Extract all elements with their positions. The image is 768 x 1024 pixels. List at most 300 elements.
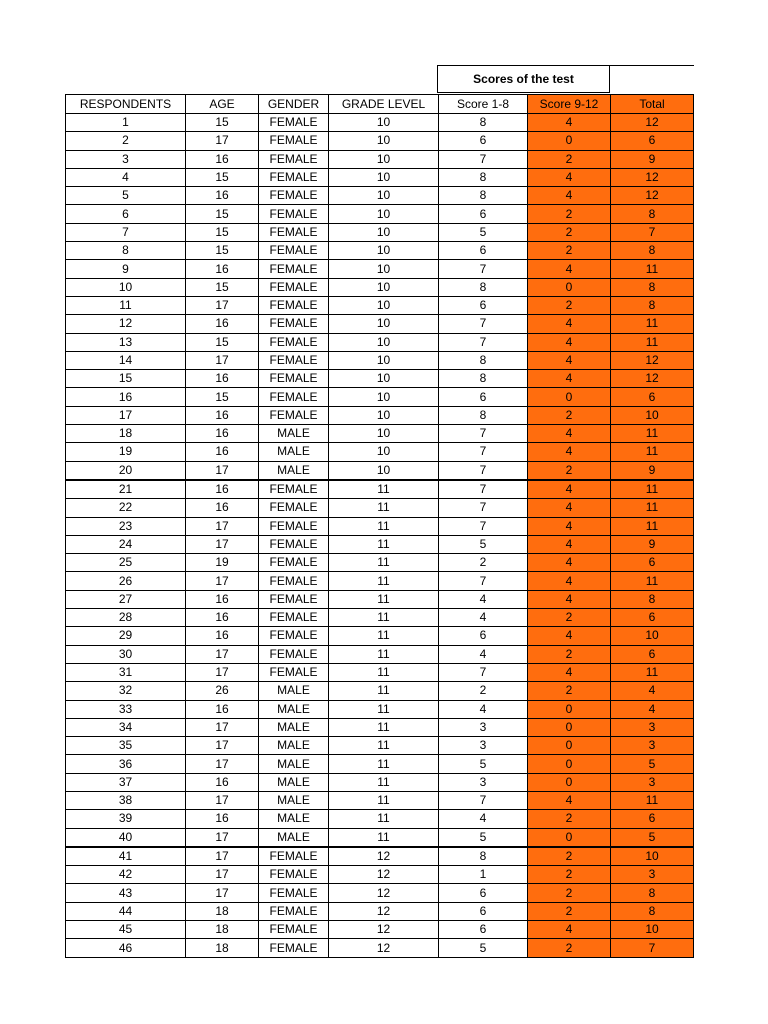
grade-level-cell: 12 <box>329 847 439 866</box>
gender-cell: MALE <box>259 755 329 773</box>
table-row <box>66 315 694 333</box>
gender-cell: FEMALE <box>259 370 329 388</box>
score-1-8-cell: 7 <box>439 260 528 278</box>
total-cell: 6 <box>611 554 694 572</box>
table-row <box>66 168 694 186</box>
gender-cell: FEMALE <box>259 939 329 957</box>
total-cell: 11 <box>611 443 694 461</box>
score-9-12-cell: 2 <box>528 205 611 223</box>
score-9-12-cell: 4 <box>528 554 611 572</box>
total-cell: 11 <box>611 315 694 333</box>
age-cell: 15 <box>186 333 259 351</box>
score-9-12-cell: 2 <box>528 866 611 884</box>
table-row <box>66 939 694 957</box>
score-1-8-cell: 5 <box>439 223 528 241</box>
respondent-cell: 34 <box>66 718 186 736</box>
table-row <box>66 663 694 681</box>
header-respondents: RESPONDENTS <box>66 95 186 114</box>
score-1-8-cell: 6 <box>439 296 528 314</box>
score-1-8-cell: 7 <box>439 517 528 535</box>
total-cell: 8 <box>611 242 694 260</box>
age-cell: 17 <box>186 755 259 773</box>
grade-level-cell: 10 <box>329 205 439 223</box>
respondent-cell: 7 <box>66 223 186 241</box>
header-total: Total <box>611 95 694 114</box>
grade-level-cell: 10 <box>329 333 439 351</box>
grade-level-cell: 10 <box>329 315 439 333</box>
score-1-8-cell: 7 <box>439 333 528 351</box>
score-9-12-cell: 2 <box>528 242 611 260</box>
total-cell: 5 <box>611 828 694 847</box>
table-row <box>66 150 694 168</box>
total-cell: 9 <box>611 535 694 553</box>
total-cell: 9 <box>611 150 694 168</box>
age-cell: 26 <box>186 682 259 700</box>
age-cell: 16 <box>186 480 259 499</box>
respondent-cell: 13 <box>66 333 186 351</box>
respondent-cell: 41 <box>66 847 186 866</box>
score-1-8-cell: 4 <box>439 810 528 828</box>
table-row <box>66 791 694 809</box>
score-1-8-cell: 6 <box>439 902 528 920</box>
gender-cell: MALE <box>259 461 329 480</box>
total-cell: 10 <box>611 921 694 939</box>
grade-level-cell: 10 <box>329 242 439 260</box>
table-row <box>66 425 694 443</box>
total-cell: 11 <box>611 333 694 351</box>
score-9-12-cell: 2 <box>528 223 611 241</box>
score-1-8-cell: 8 <box>439 187 528 205</box>
score-1-8-cell: 8 <box>439 847 528 866</box>
age-cell: 17 <box>186 884 259 902</box>
age-cell: 16 <box>186 406 259 424</box>
gender-cell: MALE <box>259 828 329 847</box>
super-header-blank-cell <box>610 66 694 93</box>
total-cell: 12 <box>611 370 694 388</box>
respondent-cell: 10 <box>66 278 186 296</box>
total-cell: 10 <box>611 847 694 866</box>
age-cell: 17 <box>186 828 259 847</box>
total-cell: 6 <box>611 132 694 150</box>
gender-cell: FEMALE <box>259 223 329 241</box>
total-cell: 3 <box>611 773 694 791</box>
table-row <box>66 847 694 866</box>
score-1-8-cell: 1 <box>439 866 528 884</box>
score-9-12-cell: 4 <box>528 499 611 517</box>
gender-cell: FEMALE <box>259 351 329 369</box>
table-row <box>66 902 694 920</box>
respondent-cell: 5 <box>66 187 186 205</box>
table-row <box>66 810 694 828</box>
grade-level-cell: 11 <box>329 700 439 718</box>
respondent-cell: 45 <box>66 921 186 939</box>
score-1-8-cell: 6 <box>439 205 528 223</box>
score-1-8-cell: 6 <box>439 884 528 902</box>
total-cell: 5 <box>611 755 694 773</box>
score-9-12-cell: 4 <box>528 921 611 939</box>
table-row <box>66 461 694 480</box>
grade-level-cell: 11 <box>329 517 439 535</box>
table-row <box>66 517 694 535</box>
total-cell: 8 <box>611 590 694 608</box>
respondent-cell: 28 <box>66 609 186 627</box>
grade-level-cell: 11 <box>329 645 439 663</box>
table-row <box>66 609 694 627</box>
respondent-cell: 43 <box>66 884 186 902</box>
score-1-8-cell: 7 <box>439 425 528 443</box>
score-9-12-cell: 0 <box>528 773 611 791</box>
respondent-cell: 29 <box>66 627 186 645</box>
total-cell: 7 <box>611 223 694 241</box>
respondent-cell: 2 <box>66 132 186 150</box>
score-9-12-cell: 2 <box>528 645 611 663</box>
table-row <box>66 682 694 700</box>
age-cell: 16 <box>186 260 259 278</box>
score-9-12-cell: 4 <box>528 791 611 809</box>
gender-cell: FEMALE <box>259 590 329 608</box>
table-row <box>66 187 694 205</box>
table-row <box>66 114 694 132</box>
gender-cell: MALE <box>259 682 329 700</box>
header-score-1-8: Score 1-8 <box>439 95 528 114</box>
age-cell: 17 <box>186 645 259 663</box>
table-row <box>66 755 694 773</box>
grade-level-cell: 10 <box>329 260 439 278</box>
score-1-8-cell: 7 <box>439 443 528 461</box>
score-1-8-cell: 7 <box>439 663 528 681</box>
age-cell: 17 <box>186 847 259 866</box>
grade-level-cell: 11 <box>329 609 439 627</box>
table-row <box>66 406 694 424</box>
score-9-12-cell: 0 <box>528 755 611 773</box>
grade-level-cell: 11 <box>329 682 439 700</box>
gender-cell: FEMALE <box>259 150 329 168</box>
table-row <box>66 388 694 406</box>
table-row <box>66 554 694 572</box>
scores-super-header <box>437 65 694 93</box>
table-body <box>66 114 694 958</box>
age-cell: 17 <box>186 866 259 884</box>
grade-level-cell: 11 <box>329 791 439 809</box>
grade-level-cell: 10 <box>329 351 439 369</box>
score-1-8-cell: 8 <box>439 168 528 186</box>
respondent-cell: 4 <box>66 168 186 186</box>
score-9-12-cell: 4 <box>528 535 611 553</box>
gender-cell: FEMALE <box>259 296 329 314</box>
table-row <box>66 205 694 223</box>
score-9-12-cell: 0 <box>528 737 611 755</box>
age-cell: 15 <box>186 278 259 296</box>
gender-cell: FEMALE <box>259 499 329 517</box>
gender-cell: FEMALE <box>259 902 329 920</box>
table-row <box>66 242 694 260</box>
gender-cell: FEMALE <box>259 315 329 333</box>
total-cell: 8 <box>611 296 694 314</box>
respondent-cell: 12 <box>66 315 186 333</box>
age-cell: 15 <box>186 388 259 406</box>
age-cell: 15 <box>186 223 259 241</box>
score-9-12-cell: 4 <box>528 351 611 369</box>
score-9-12-cell: 0 <box>528 132 611 150</box>
respondent-cell: 32 <box>66 682 186 700</box>
respondent-cell: 19 <box>66 443 186 461</box>
score-9-12-cell: 4 <box>528 370 611 388</box>
respondent-cell: 9 <box>66 260 186 278</box>
respondent-cell: 20 <box>66 461 186 480</box>
score-1-8-cell: 5 <box>439 828 528 847</box>
grade-level-cell: 10 <box>329 150 439 168</box>
score-1-8-cell: 6 <box>439 132 528 150</box>
age-cell: 16 <box>186 187 259 205</box>
table-row <box>66 645 694 663</box>
total-cell: 12 <box>611 187 694 205</box>
grade-level-cell: 11 <box>329 535 439 553</box>
table-row <box>66 260 694 278</box>
gender-cell: FEMALE <box>259 260 329 278</box>
grade-level-cell: 11 <box>329 590 439 608</box>
gender-cell: FEMALE <box>259 388 329 406</box>
grade-level-cell: 11 <box>329 627 439 645</box>
gender-cell: FEMALE <box>259 921 329 939</box>
grade-level-cell: 11 <box>329 554 439 572</box>
age-cell: 16 <box>186 370 259 388</box>
table-row <box>66 132 694 150</box>
respondent-cell: 14 <box>66 351 186 369</box>
table-row <box>66 884 694 902</box>
age-cell: 17 <box>186 351 259 369</box>
total-cell: 10 <box>611 406 694 424</box>
total-cell: 11 <box>611 499 694 517</box>
gender-cell: FEMALE <box>259 205 329 223</box>
respondent-cell: 35 <box>66 737 186 755</box>
total-cell: 11 <box>611 572 694 590</box>
total-cell: 10 <box>611 627 694 645</box>
table-row <box>66 572 694 590</box>
score-9-12-cell: 0 <box>528 718 611 736</box>
age-cell: 16 <box>186 499 259 517</box>
respondent-cell: 44 <box>66 902 186 920</box>
gender-cell: FEMALE <box>259 168 329 186</box>
gender-cell: FEMALE <box>259 114 329 132</box>
score-1-8-cell: 2 <box>439 682 528 700</box>
respondent-cell: 1 <box>66 114 186 132</box>
score-1-8-cell: 3 <box>439 718 528 736</box>
age-cell: 16 <box>186 609 259 627</box>
total-cell: 3 <box>611 718 694 736</box>
score-1-8-cell: 2 <box>439 554 528 572</box>
grade-level-cell: 10 <box>329 388 439 406</box>
age-cell: 16 <box>186 425 259 443</box>
header-gender: GENDER <box>259 95 329 114</box>
gender-cell: FEMALE <box>259 242 329 260</box>
score-9-12-cell: 2 <box>528 296 611 314</box>
score-1-8-cell: 4 <box>439 700 528 718</box>
grade-level-cell: 12 <box>329 921 439 939</box>
score-1-8-cell: 5 <box>439 535 528 553</box>
total-cell: 12 <box>611 351 694 369</box>
score-9-12-cell: 2 <box>528 461 611 480</box>
total-cell: 4 <box>611 682 694 700</box>
grade-level-cell: 10 <box>329 296 439 314</box>
gender-cell: FEMALE <box>259 663 329 681</box>
score-9-12-cell: 0 <box>528 700 611 718</box>
table-row <box>66 921 694 939</box>
score-9-12-cell: 2 <box>528 902 611 920</box>
total-cell: 3 <box>611 737 694 755</box>
age-cell: 16 <box>186 700 259 718</box>
table-row <box>66 700 694 718</box>
respondent-cell: 31 <box>66 663 186 681</box>
gender-cell: MALE <box>259 718 329 736</box>
age-cell: 15 <box>186 114 259 132</box>
table-row <box>66 278 694 296</box>
gender-cell: FEMALE <box>259 187 329 205</box>
grade-level-cell: 11 <box>329 718 439 736</box>
score-9-12-cell: 4 <box>528 627 611 645</box>
age-cell: 17 <box>186 296 259 314</box>
score-9-12-cell: 4 <box>528 187 611 205</box>
table-row <box>66 773 694 791</box>
age-cell: 17 <box>186 663 259 681</box>
grade-level-cell: 10 <box>329 168 439 186</box>
total-cell: 7 <box>611 939 694 957</box>
gender-cell: FEMALE <box>259 884 329 902</box>
score-1-8-cell: 6 <box>439 921 528 939</box>
gender-cell: MALE <box>259 773 329 791</box>
grade-level-cell: 11 <box>329 773 439 791</box>
gender-cell: FEMALE <box>259 609 329 627</box>
total-cell: 9 <box>611 461 694 480</box>
grade-level-cell: 11 <box>329 572 439 590</box>
respondents-table <box>65 94 694 958</box>
score-9-12-cell: 0 <box>528 278 611 296</box>
table-row <box>66 828 694 847</box>
gender-cell: MALE <box>259 810 329 828</box>
respondent-cell: 18 <box>66 425 186 443</box>
table-row <box>66 370 694 388</box>
total-cell: 11 <box>611 791 694 809</box>
score-9-12-cell: 4 <box>528 260 611 278</box>
gender-cell: FEMALE <box>259 406 329 424</box>
age-cell: 17 <box>186 535 259 553</box>
age-cell: 16 <box>186 590 259 608</box>
respondent-cell: 33 <box>66 700 186 718</box>
total-cell: 11 <box>611 480 694 499</box>
table-row <box>66 443 694 461</box>
score-9-12-cell: 2 <box>528 939 611 957</box>
total-cell: 6 <box>611 645 694 663</box>
gender-cell: FEMALE <box>259 333 329 351</box>
respondent-cell: 24 <box>66 535 186 553</box>
score-1-8-cell: 7 <box>439 150 528 168</box>
age-cell: 17 <box>186 132 259 150</box>
age-cell: 17 <box>186 791 259 809</box>
grade-level-cell: 10 <box>329 278 439 296</box>
score-9-12-cell: 4 <box>528 333 611 351</box>
score-9-12-cell: 0 <box>528 828 611 847</box>
total-cell: 6 <box>611 810 694 828</box>
gender-cell: MALE <box>259 700 329 718</box>
score-1-8-cell: 5 <box>439 939 528 957</box>
score-1-8-cell: 3 <box>439 737 528 755</box>
age-cell: 17 <box>186 461 259 480</box>
gender-cell: FEMALE <box>259 554 329 572</box>
total-cell: 11 <box>611 663 694 681</box>
grade-level-cell: 10 <box>329 114 439 132</box>
grade-level-cell: 11 <box>329 810 439 828</box>
total-cell: 8 <box>611 902 694 920</box>
score-9-12-cell: 4 <box>528 663 611 681</box>
table-row <box>66 499 694 517</box>
score-1-8-cell: 7 <box>439 315 528 333</box>
grade-level-cell: 10 <box>329 406 439 424</box>
score-1-8-cell: 7 <box>439 499 528 517</box>
score-1-8-cell: 4 <box>439 645 528 663</box>
respondent-cell: 16 <box>66 388 186 406</box>
grade-level-cell: 12 <box>329 902 439 920</box>
grade-level-cell: 11 <box>329 755 439 773</box>
age-cell: 16 <box>186 810 259 828</box>
age-cell: 18 <box>186 939 259 957</box>
score-1-8-cell: 6 <box>439 242 528 260</box>
score-1-8-cell: 3 <box>439 773 528 791</box>
grade-level-cell: 12 <box>329 884 439 902</box>
age-cell: 15 <box>186 205 259 223</box>
age-cell: 15 <box>186 168 259 186</box>
age-cell: 17 <box>186 572 259 590</box>
gender-cell: MALE <box>259 791 329 809</box>
gender-cell: MALE <box>259 443 329 461</box>
age-cell: 17 <box>186 718 259 736</box>
total-cell: 12 <box>611 114 694 132</box>
gender-cell: FEMALE <box>259 480 329 499</box>
score-1-8-cell: 8 <box>439 370 528 388</box>
respondent-cell: 3 <box>66 150 186 168</box>
score-9-12-cell: 4 <box>528 443 611 461</box>
age-cell: 16 <box>186 150 259 168</box>
score-9-12-cell: 4 <box>528 168 611 186</box>
score-1-8-cell: 4 <box>439 590 528 608</box>
gender-cell: FEMALE <box>259 627 329 645</box>
score-9-12-cell: 0 <box>528 388 611 406</box>
grade-level-cell: 11 <box>329 737 439 755</box>
score-9-12-cell: 4 <box>528 590 611 608</box>
table-row <box>66 627 694 645</box>
total-cell: 4 <box>611 700 694 718</box>
score-9-12-cell: 2 <box>528 884 611 902</box>
score-1-8-cell: 6 <box>439 388 528 406</box>
respondent-cell: 36 <box>66 755 186 773</box>
total-cell: 8 <box>611 205 694 223</box>
grade-level-cell: 10 <box>329 187 439 205</box>
respondent-cell: 30 <box>66 645 186 663</box>
grade-level-cell: 10 <box>329 370 439 388</box>
gender-cell: FEMALE <box>259 132 329 150</box>
grade-level-cell: 11 <box>329 663 439 681</box>
table-row <box>66 737 694 755</box>
grade-level-cell: 12 <box>329 866 439 884</box>
total-cell: 6 <box>611 609 694 627</box>
score-9-12-cell: 2 <box>528 406 611 424</box>
gender-cell: FEMALE <box>259 572 329 590</box>
score-1-8-cell: 8 <box>439 351 528 369</box>
score-9-12-cell: 4 <box>528 315 611 333</box>
respondent-cell: 42 <box>66 866 186 884</box>
header-score-9-12: Score 9-12 <box>528 95 611 114</box>
score-9-12-cell: 4 <box>528 480 611 499</box>
gender-cell: FEMALE <box>259 645 329 663</box>
score-9-12-cell: 2 <box>528 847 611 866</box>
